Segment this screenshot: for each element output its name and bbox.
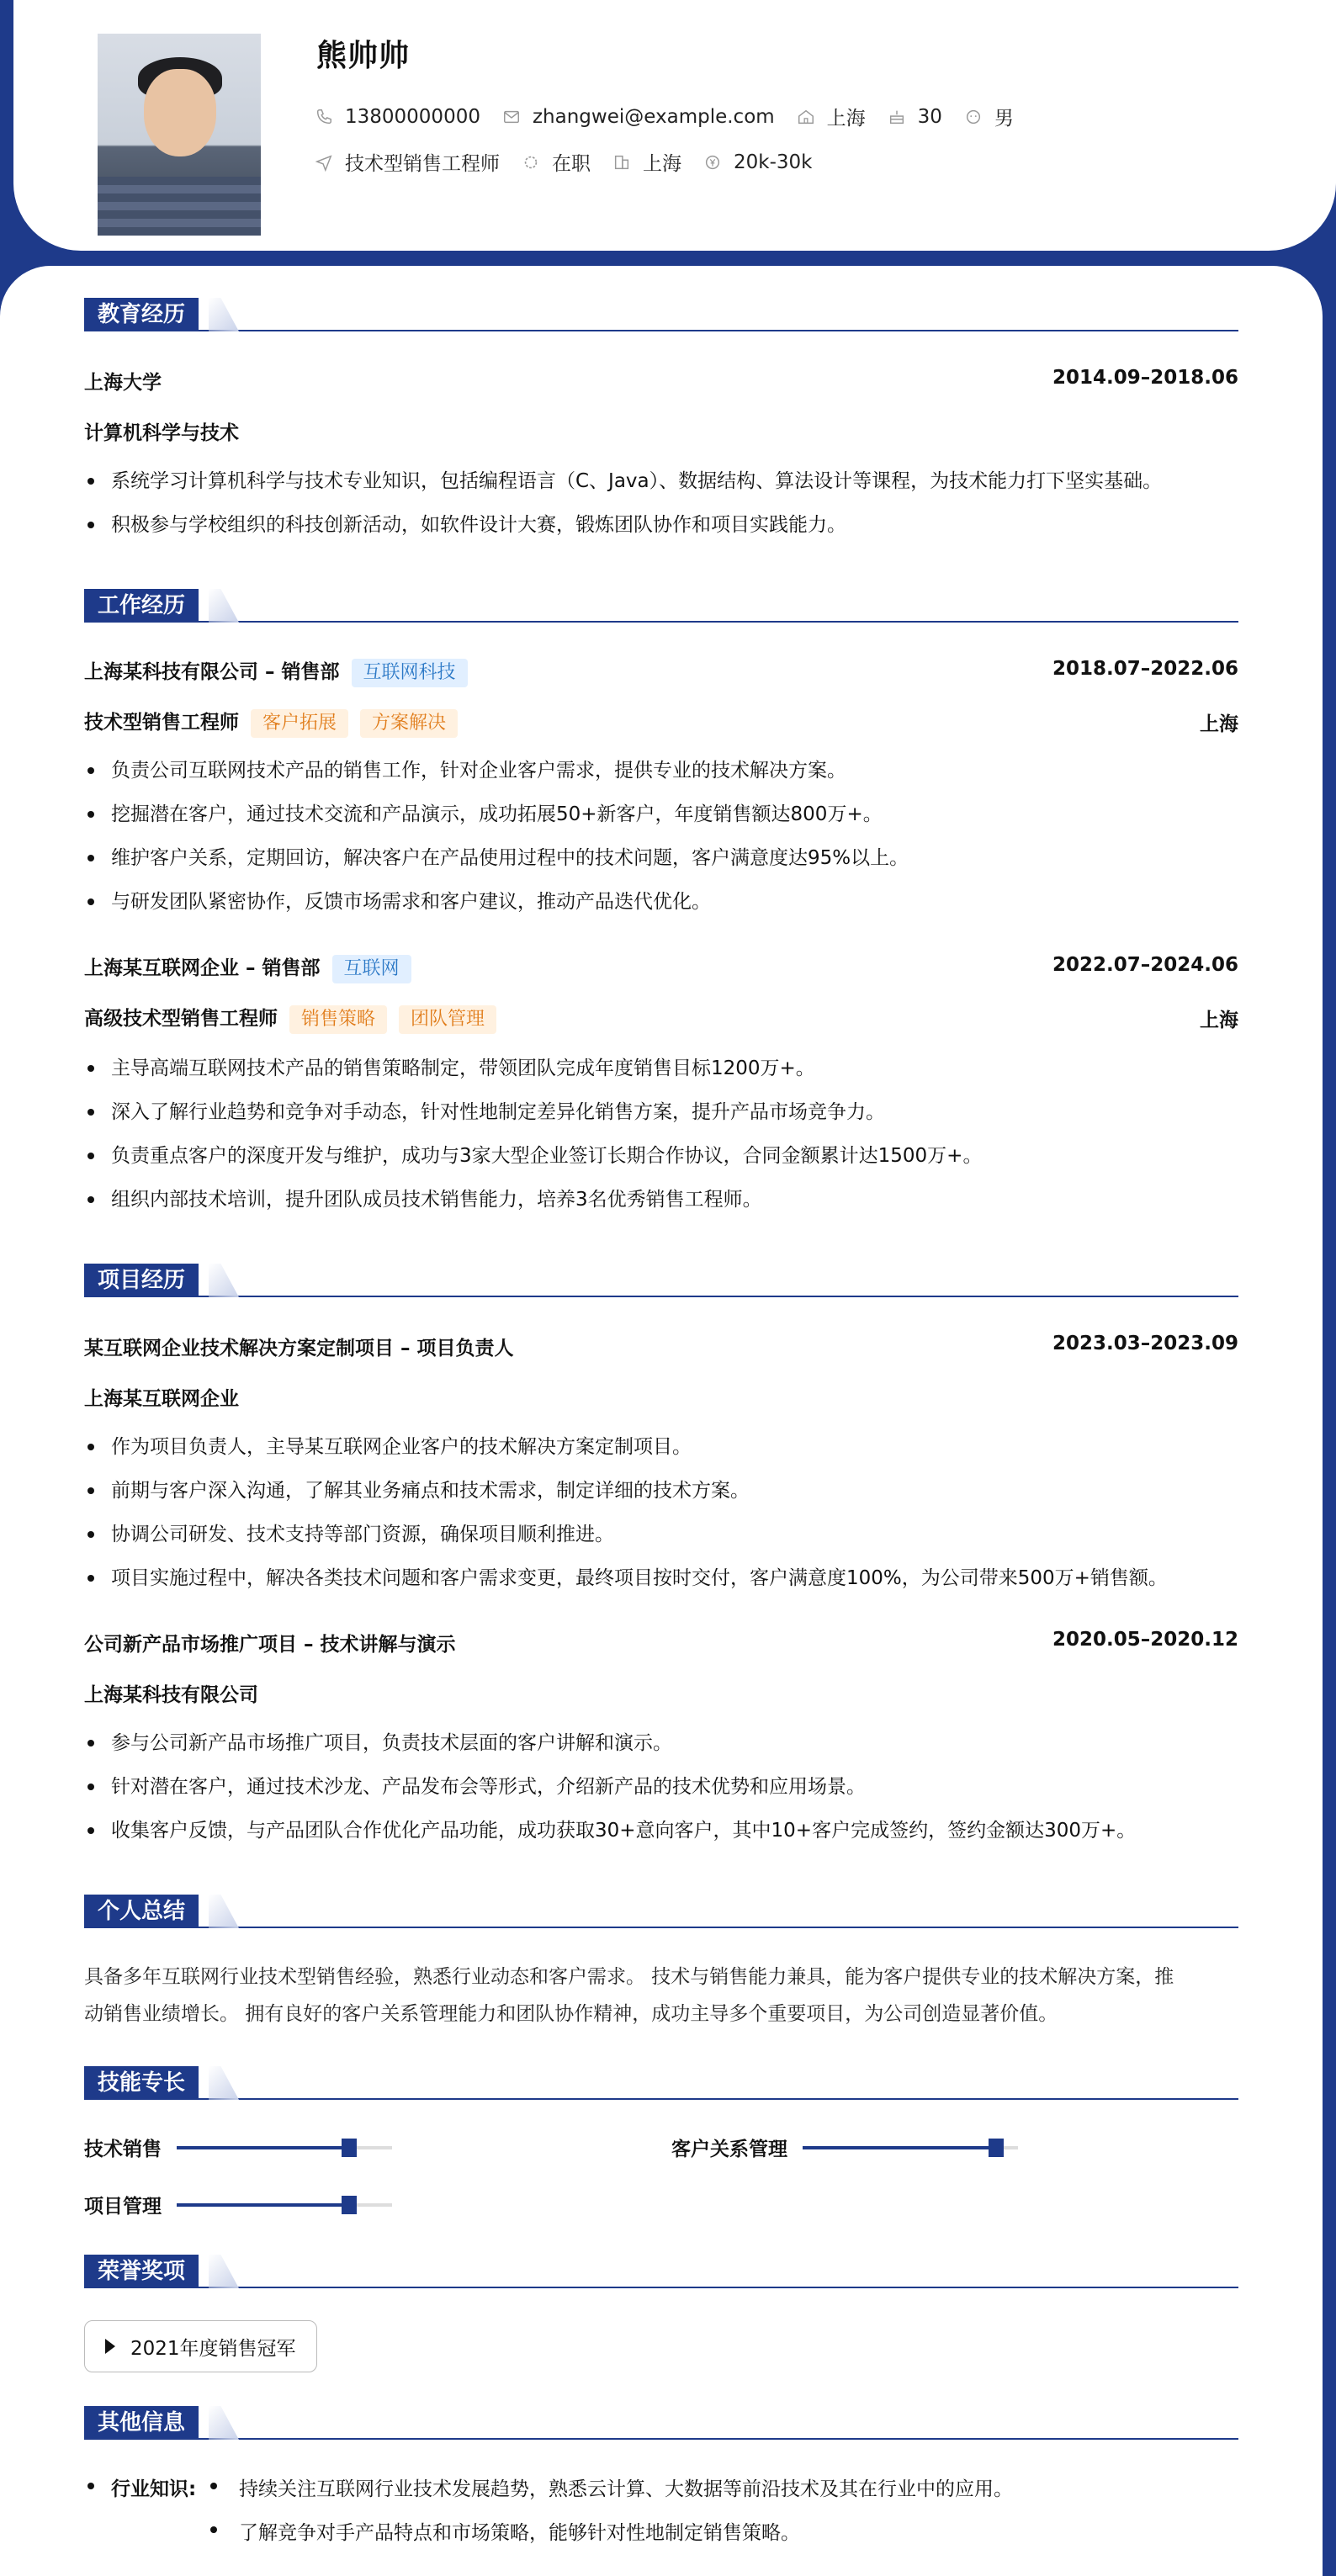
phone-item [315, 106, 480, 128]
section-title-skills: 技能专长 [84, 2066, 199, 2100]
section-title-projects: 项目经历 [84, 1264, 199, 1297]
project-bullets-1 [84, 1721, 1245, 1852]
candidate-name: 熊帅帅 [316, 39, 411, 73]
section-awards [84, 2255, 1238, 2288]
award-text: 2021年度销售冠军 [130, 2337, 296, 2360]
job-title: 技术型销售工程师 [84, 712, 239, 734]
project-name: 公司新产品市场推广项目 – 技术讲解与演示 [84, 1634, 456, 1656]
status-item [522, 148, 591, 176]
other-label: 行业知识: [111, 2478, 197, 2500]
work-role-1 [84, 1003, 1238, 1034]
project-name: 某互联网企业技术解决方案定制项目 – 项目负责人 [84, 1338, 514, 1360]
age-item [888, 106, 942, 128]
list-item: 维护客户关系，定期回访，解决客户在产品使用过程中的技术问题，客户满意度达95%以上。 [84, 836, 1245, 880]
list-item: 与研发团队紧密协作，反馈市场需求和客户建议，推动产品迭代优化。 [84, 880, 1245, 924]
section-work [84, 589, 1238, 623]
hometown-text: 上海 [826, 108, 866, 130]
list-item: 主导高端互联网技术产品的销售策略制定，带领团队完成年度销售目标1200万+。 [84, 1047, 1245, 1090]
summary-line: 具备多年互联网行业技术型销售经验，熟悉行业动态和客户需求。 技术与销售能力兼具，能为客户提供专业的技术解决方案，推 [84, 1966, 1174, 1988]
phone-text: 13800000000 [345, 105, 480, 128]
summary-line: 动销售业绩增长。 拥有良好的客户关系管理能力和团队协作精神，成功主导多个重要项目，为公司创造显著价值。 [84, 2003, 1058, 2025]
education-major: 计算机科学与技术 [84, 422, 239, 444]
list-item: 组织内部技术培训，提升团队成员技术销售能力，培养3名优秀销售工程师。 [84, 1178, 1245, 1222]
skill-item [84, 2191, 392, 2218]
company-name: 上海某互联网企业 – 销售部 [84, 957, 321, 979]
skill-name: 技术销售 [84, 2139, 162, 2160]
education-date: 2014.09–2018.06 [1052, 367, 1238, 389]
send-icon [315, 153, 333, 172]
section-summary [84, 1895, 1238, 1928]
industry-badge: 互联网 [332, 955, 411, 983]
summary-text [84, 1959, 1238, 2033]
email-item [502, 106, 775, 128]
project-header-1 [84, 1629, 1238, 1656]
skill-knob [342, 2139, 357, 2157]
mail-icon [502, 108, 521, 126]
play-icon [105, 2339, 115, 2354]
skill-badge: 团队管理 [399, 1005, 496, 1034]
project-header-0 [84, 1333, 1238, 1360]
email-text: zhangwei@example.com [532, 105, 775, 128]
job-title: 高级技术型销售工程师 [84, 1008, 278, 1030]
industry-badge: 互联网科技 [352, 659, 468, 687]
profile-header [13, 0, 1336, 251]
list-item: 积极参与学校组织的科技创新活动，如软件设计大赛，锻炼团队协作和项目实践能力。 [84, 503, 1245, 547]
education-bullets [84, 459, 1245, 547]
skill-name: 项目管理 [84, 2196, 162, 2218]
list-item: 项目实施过程中，解决各类技术问题和客户需求变更，最终项目按时交付，客户满意度100%，为公司带来500万+销售额。 [84, 1556, 1245, 1600]
list-item: 了解竞争对手产品特点和市场策略，能够针对性地制定销售策略。 [239, 2522, 800, 2544]
project-bullets-0 [84, 1425, 1245, 1600]
salary-item [703, 151, 812, 173]
work-date: 2018.07–2022.06 [1052, 658, 1238, 680]
award-chip[interactable] [84, 2320, 317, 2372]
person-icon [964, 108, 983, 126]
skill-badge: 客户拓展 [251, 709, 348, 738]
status-text: 在职 [552, 153, 591, 175]
section-other [84, 2406, 1238, 2440]
list-item: 挖掘潜在客户，通过技术交流和产品演示，成功拓展50+新客户，年度销售额达800万+。 [84, 792, 1245, 836]
work-header-1 [84, 952, 1238, 983]
skill-badge: 方案解决 [360, 709, 458, 738]
hometown-item [797, 103, 866, 130]
list-item: 深入了解行业趋势和竞争对手动态，针对性地制定差异化销售方案，提升产品市场竞争力。 [84, 1090, 1245, 1134]
skill-knob [342, 2196, 357, 2214]
list-item: 系统学习计算机科学与技术专业知识，包括编程语言（C、Java）、数据结构、算法设计等课程，为技术能力打下坚实基础。 [84, 459, 1245, 503]
list-item: 负责重点客户的深度开发与维护，成功与3家大型企业签订长期合作协议，合同金额累计达1500万+。 [84, 1134, 1245, 1178]
cake-icon [888, 108, 906, 126]
section-title-summary: 个人总结 [84, 1895, 199, 1928]
salary-text: 20k-30k [734, 151, 813, 173]
skill-knob [989, 2139, 1004, 2157]
list-item: 收集客户反馈，与产品团队合作优化产品功能，成功获取30+意向客户，其中10+客户完成签约，签约金额达300万+。 [84, 1809, 1245, 1852]
project-date: 2023.03–2023.09 [1052, 1333, 1238, 1354]
skill-name: 客户关系管理 [671, 2139, 787, 2160]
list-item: 针对潜在客户，通过技术沙龙、产品发布会等形式，介绍新产品的技术优势和应用场景。 [84, 1765, 1245, 1809]
list-item: 作为项目负责人，主导某互联网企业客户的技术解决方案定制项目。 [84, 1425, 1245, 1469]
work-bullets-0 [84, 749, 1245, 924]
skill-badge: 销售策略 [289, 1005, 387, 1034]
school-name: 上海大学 [84, 372, 162, 394]
work-role-0 [84, 707, 1238, 738]
status-icon [522, 153, 540, 172]
section-title-awards: 荣誉奖项 [84, 2255, 199, 2288]
company-name: 上海某科技有限公司 – 销售部 [84, 661, 340, 683]
work-location: 上海 [1200, 1010, 1238, 1031]
list-item: 持续关注互联网行业技术发展趋势，熟悉云计算、大数据等前沿技术及其在行业中的应用。 [239, 2478, 1013, 2500]
avatar [98, 34, 261, 236]
age-text: 30 [917, 105, 942, 128]
work-header-0 [84, 656, 1238, 687]
section-projects [84, 1264, 1238, 1297]
home-icon [797, 108, 815, 126]
education-header [84, 367, 1238, 395]
target-job-text: 技术型销售工程师 [345, 153, 500, 175]
phone-icon [315, 108, 333, 126]
target-job-item [315, 148, 500, 176]
contact-row [315, 103, 1036, 130]
project-org: 上海某互联网企业 [84, 1388, 239, 1410]
work-bullets-1 [84, 1047, 1245, 1222]
city-text: 上海 [643, 153, 681, 175]
section-title-work: 工作经历 [84, 589, 199, 623]
skill-item [84, 2133, 392, 2161]
project-date: 2020.05–2020.12 [1052, 1629, 1238, 1651]
list-item: 负责公司互联网技术产品的销售工作，针对企业客户需求，提供专业的技术解决方案。 [84, 749, 1245, 792]
skill-item [671, 2133, 1018, 2161]
gender-text: 男 [994, 108, 1014, 130]
section-title-education: 教育经历 [84, 298, 199, 331]
building-icon [612, 153, 631, 172]
money-icon [703, 153, 722, 172]
skill-bar [803, 2146, 1018, 2149]
job-intent-row [315, 148, 834, 176]
section-title-other: 其他信息 [84, 2406, 199, 2440]
skill-bar [177, 2146, 392, 2149]
work-location: 上海 [1200, 713, 1238, 735]
gender-item [964, 103, 1014, 130]
skill-bar [177, 2203, 392, 2207]
section-skills [84, 2066, 1238, 2100]
list-item: 参与公司新产品市场推广项目，负责技术层面的客户讲解和演示。 [84, 1721, 1245, 1765]
work-date: 2022.07–2024.06 [1052, 954, 1238, 976]
section-education [84, 298, 1238, 331]
project-org: 上海某科技有限公司 [84, 1684, 258, 1706]
list-item: 协调公司研发、技术支持等部门资源，确保项目顺利推进。 [84, 1513, 1245, 1556]
list-item: 前期与客户深入沟通，了解其业务痛点和技术需求，制定详细的技术方案。 [84, 1469, 1245, 1513]
city-item [612, 148, 681, 176]
